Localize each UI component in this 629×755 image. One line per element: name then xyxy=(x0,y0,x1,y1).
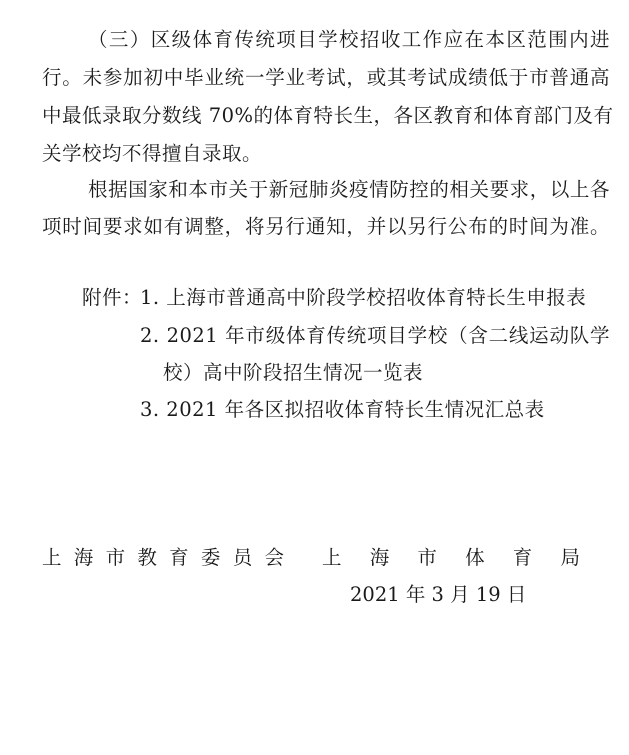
paragraph-3-line-2: 行。未参加初中毕业统一学业考试，或其考试成绩低于市普通高 xyxy=(42,66,610,89)
paragraph-3-line-4: 关学校均不得擅自录取。 xyxy=(42,142,263,165)
attachments-label: 附件： xyxy=(82,286,143,309)
attachment-item-2: 2. 2021 年市级体育传统项目学校（含二线运动队学 xyxy=(140,324,610,347)
signature-org-sports: 上海市体育局 xyxy=(322,546,580,569)
attachment-item-3: 3. 2021 年各区拟招收体育特长生情况汇总表 xyxy=(140,398,545,421)
signature-date: 2021 年 3 月 19 日 xyxy=(350,583,527,606)
notice-line-2: 项时间要求如有调整，将另行通知，并以另行公布的时间为准。 xyxy=(42,215,610,238)
notice-line-1: 根据国家和本市关于新冠肺炎疫情防控的相关要求，以上各 xyxy=(88,178,610,201)
paragraph-3-line-1: （三）区级体育传统项目学校招收工作应在本区范围内进 xyxy=(88,28,610,51)
signature-org-education: 上海市教育委员会 xyxy=(42,546,284,569)
paragraph-3-line-3: 中最低录取分数线 70%的体育特长生，各区教育和体育部门及有 xyxy=(42,104,614,127)
attachment-item-1: 1. 上海市普通高中阶段学校招收体育特长生申报表 xyxy=(140,286,587,309)
attachment-item-2-continued: 校）高中阶段招生情况一览表 xyxy=(163,361,424,384)
